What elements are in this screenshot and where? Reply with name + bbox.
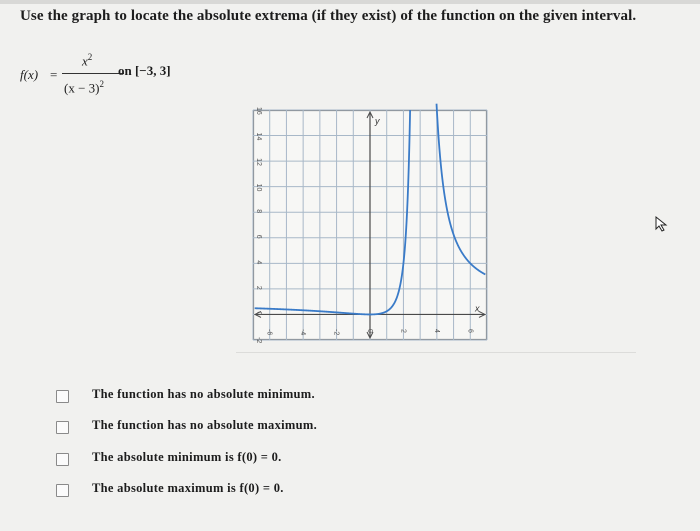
fraction-bar <box>62 73 124 74</box>
answer-option-4[interactable] <box>56 481 616 499</box>
denominator-exponent: 2 <box>99 79 104 89</box>
numerator <box>82 52 92 69</box>
y-tick-label: 16 <box>255 107 262 115</box>
equals-sign: = <box>50 67 58 82</box>
top-border <box>0 0 700 4</box>
option-label: The absolute maximum is f(0) = 0. <box>92 481 284 495</box>
y-tick-label: 0 <box>255 311 262 316</box>
question-prompt: Use the graph to locate the absolute extrema (if they exist) of the function on the given interval. <box>20 8 637 24</box>
numerator-base: x <box>82 53 88 69</box>
numerator-exponent: 2 <box>87 52 93 62</box>
y-tick-label: 6 <box>255 234 262 239</box>
answer-option-1[interactable] <box>56 387 616 405</box>
x-tick-label: -2 <box>332 329 340 336</box>
divider-line <box>236 352 636 353</box>
denominator-base: (x − 3) <box>64 80 100 96</box>
x-tick-label: 6 <box>466 329 474 333</box>
option-checkbox[interactable] <box>56 453 69 466</box>
x-tick-label: -6 <box>265 329 273 336</box>
option-label: The function has no absolute maximum. <box>92 418 318 432</box>
y-tick-label: 14 <box>255 132 262 141</box>
y-axis-label: y <box>375 116 380 126</box>
x-tick-label: 0 <box>366 329 373 333</box>
function-formula <box>20 52 320 100</box>
x-tick-label: 2 <box>399 329 407 333</box>
option-checkbox[interactable] <box>56 484 69 497</box>
function-name: f(x) <box>20 67 39 82</box>
option-label: The absolute minimum is f(0) = 0. <box>92 450 282 464</box>
graph-svg <box>253 107 487 344</box>
answer-option-2[interactable] <box>56 418 616 436</box>
x-tick-label: 4 <box>432 329 440 333</box>
option-checkbox[interactable] <box>56 421 69 434</box>
y-tick-label: 4 <box>255 260 262 265</box>
y-tick-label: 10 <box>255 183 262 192</box>
y-tick-label: 8 <box>255 209 262 214</box>
y-tick-label: 12 <box>255 158 262 166</box>
option-checkbox[interactable] <box>56 390 69 403</box>
x-axis-label: x <box>475 303 480 314</box>
y-tick-label: 2 <box>255 285 262 290</box>
option-label: The function has no absolute minimum. <box>92 387 315 401</box>
denominator <box>64 79 104 96</box>
y-tick-label: -2 <box>255 337 262 344</box>
function-graph <box>253 107 487 345</box>
interval-text: on [−3, 3] <box>118 63 171 78</box>
answer-option-3[interactable] <box>56 450 616 468</box>
mouse-cursor-icon <box>655 216 669 237</box>
x-tick-label: -4 <box>299 329 307 336</box>
